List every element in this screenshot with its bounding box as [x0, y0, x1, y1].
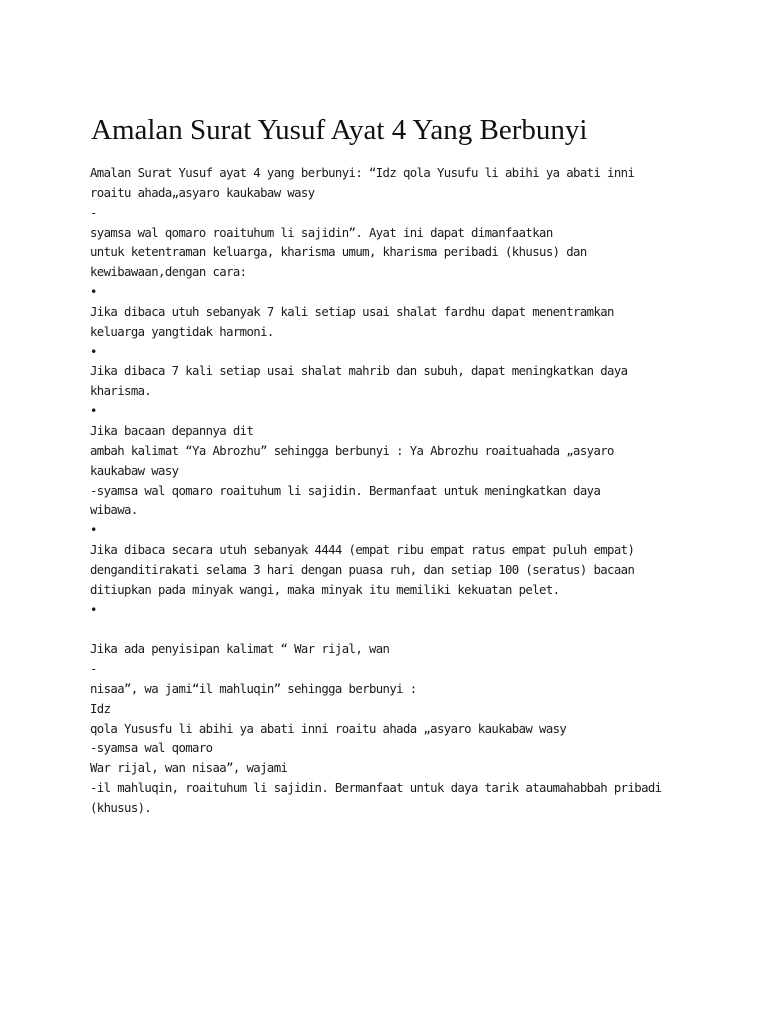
bullet-marker: • — [90, 523, 97, 538]
text-line: - — [90, 662, 97, 677]
document-body — [90, 164, 690, 819]
text-line: -syamsa wal qomaro roaituhum li sajidin. Bermanfaat untuk meningkatkan daya — [90, 483, 601, 498]
text-line: Jika dibaca 7 kali setiap usai shalat mahrib dan subuh, dapat meningkatkan daya — [90, 364, 628, 379]
text-line: kaukabaw wasy — [90, 463, 179, 478]
bullet-marker: • — [90, 602, 97, 617]
text-line: Amalan Surat Yusuf ayat 4 yang berbunyi: “Idz qola Yusufu li abihi ya abati inni — [90, 166, 635, 180]
text-line: denganditirakati selama 3 hari dengan puasa ruh, dan setiap 100 (seratus) bacaan — [90, 562, 635, 577]
text-line: - — [90, 205, 97, 220]
text-line: Jika ada penyisipan kalimat “ War rijal, wan — [90, 642, 390, 657]
text-line: Jika dibaca utuh sebanyak 7 kali setiap usai shalat fardhu dapat menentramkan — [90, 304, 614, 319]
text-line: untuk ketentraman keluarga, kharisma umum, kharisma peribadi (khusus) dan — [90, 245, 587, 260]
text-line: ditiupkan pada minyak wangi, maka minyak itu memiliki kekuatan pelet. — [90, 582, 560, 597]
bullet-marker: • — [90, 285, 97, 300]
bullet-marker: • — [90, 344, 97, 359]
text-line: (khusus). — [90, 801, 152, 815]
text-line: Idz — [90, 701, 111, 716]
text-line — [90, 620, 690, 640]
text-line: kewibawaan,dengan cara: — [90, 265, 247, 280]
text-line: roaitu ahada„asyaro kaukabaw wasy — [90, 185, 315, 200]
text-line: syamsa wal qomaro roaituhum li sajidin”. Ayat ini dapat dimanfaatkan — [90, 225, 553, 240]
text-line: War rijal, wan nisaa”, wajami — [90, 761, 288, 776]
text-line: Jika bacaan depannya dit — [90, 423, 254, 438]
text-line: keluarga yangtidak harmoni. — [90, 324, 274, 339]
document-title: Amalan Surat Yusuf Ayat 4 Yang Berbunyi — [91, 114, 588, 146]
text-line: -il mahluqin, roaituhum li sajidin. Bermanfaat untuk daya tarik ataumahabbah pribadi — [90, 781, 662, 796]
text-line: kharisma. — [90, 384, 152, 399]
text-line: -syamsa wal qomaro — [90, 741, 213, 756]
text-line: ambah kalimat “Ya Abrozhu” sehingga berbunyi : Ya Abrozhu roaituahada „asyaro — [90, 443, 614, 458]
text-line: qola Yususfu li abihi ya abati inni roaitu ahada „asyaro kaukabaw wasy — [90, 721, 567, 736]
bullet-marker: • — [90, 404, 97, 419]
text-line: nisaa”, wa jami“il mahluqin” sehingga berbunyi : — [90, 681, 417, 696]
text-line: Jika dibaca secara utuh sebanyak 4444 (empat ribu empat ratus empat puluh empat) — [90, 543, 635, 558]
text-line: wibawa. — [90, 503, 138, 518]
